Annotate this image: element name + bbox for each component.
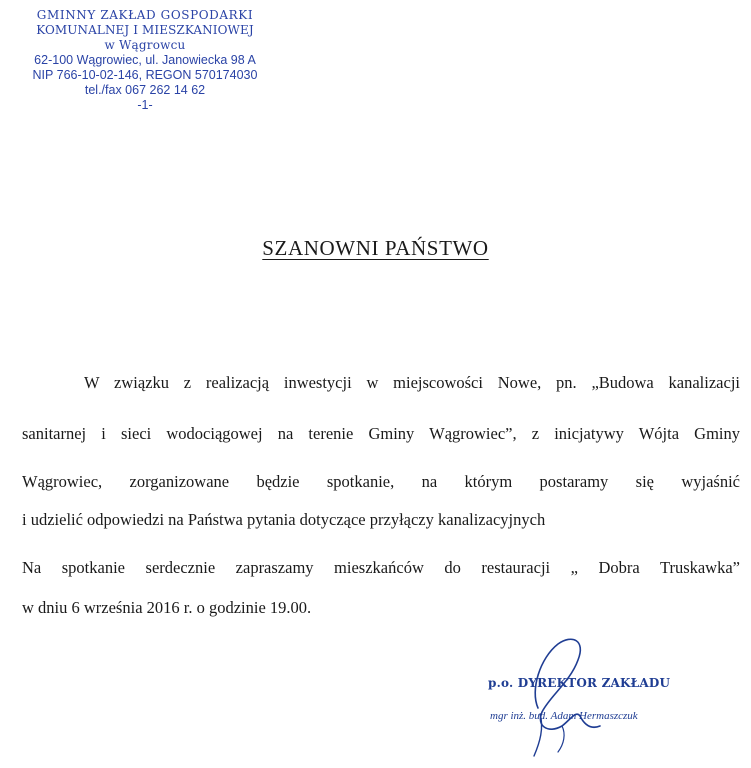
stamp-ids: NIP 766-10-02-146, REGON 570174030 [32,68,258,82]
company-stamp [14,8,276,113]
handwritten-signature [500,630,640,760]
stamp-line-2: KOMUNALNEJ I MIESZKANIOWEJ [36,23,254,37]
page-number: -1- [137,98,153,112]
stamp-line-1: GMINNY ZAKŁAD GOSPODARKI [36,8,254,22]
page-title [0,236,751,261]
stamp-phone: tel./fax 067 262 14 62 [84,83,206,97]
body-line-4: i udzielić odpowiedzi na Państwa pytania dotyczące przyłączy kanalizacyjnych [22,510,546,529]
body-line-1: W związku z realizacją inwestycji w miejscowości Nowe, pn. „Budowa kanalizacji [84,373,740,392]
body-line-2: sanitarnej i sieci wodociągowej na terenie Gminy Wągrowiec”, z inicjatywy Wójta Gminy [22,424,740,443]
body-line-6: w dniu 6 września 2016 r. o godzinie 19.00. [22,598,312,617]
page-title-text: SZANOWNI PAŃSTWO [262,236,489,260]
stamp-address: 62-100 Wągrowiec, ul. Janowiecka 98 A [34,53,256,67]
signatory-title: p.o. DYREKTOR ZAKŁADU [488,676,671,690]
stamp-line-3: w Wągrowcu [104,38,186,52]
body-line-5: Na spotkanie serdecznie zapraszamy mieszkańców do restauracji „ Dobra Truskawka” [22,558,740,577]
body-line-3: Wągrowiec, zorganizowane będzie spotkanie, na którym postaramy się wyjaśnić [22,472,740,491]
signatory-name: mgr inż. bud. Adam Hermaszczuk [490,710,638,722]
